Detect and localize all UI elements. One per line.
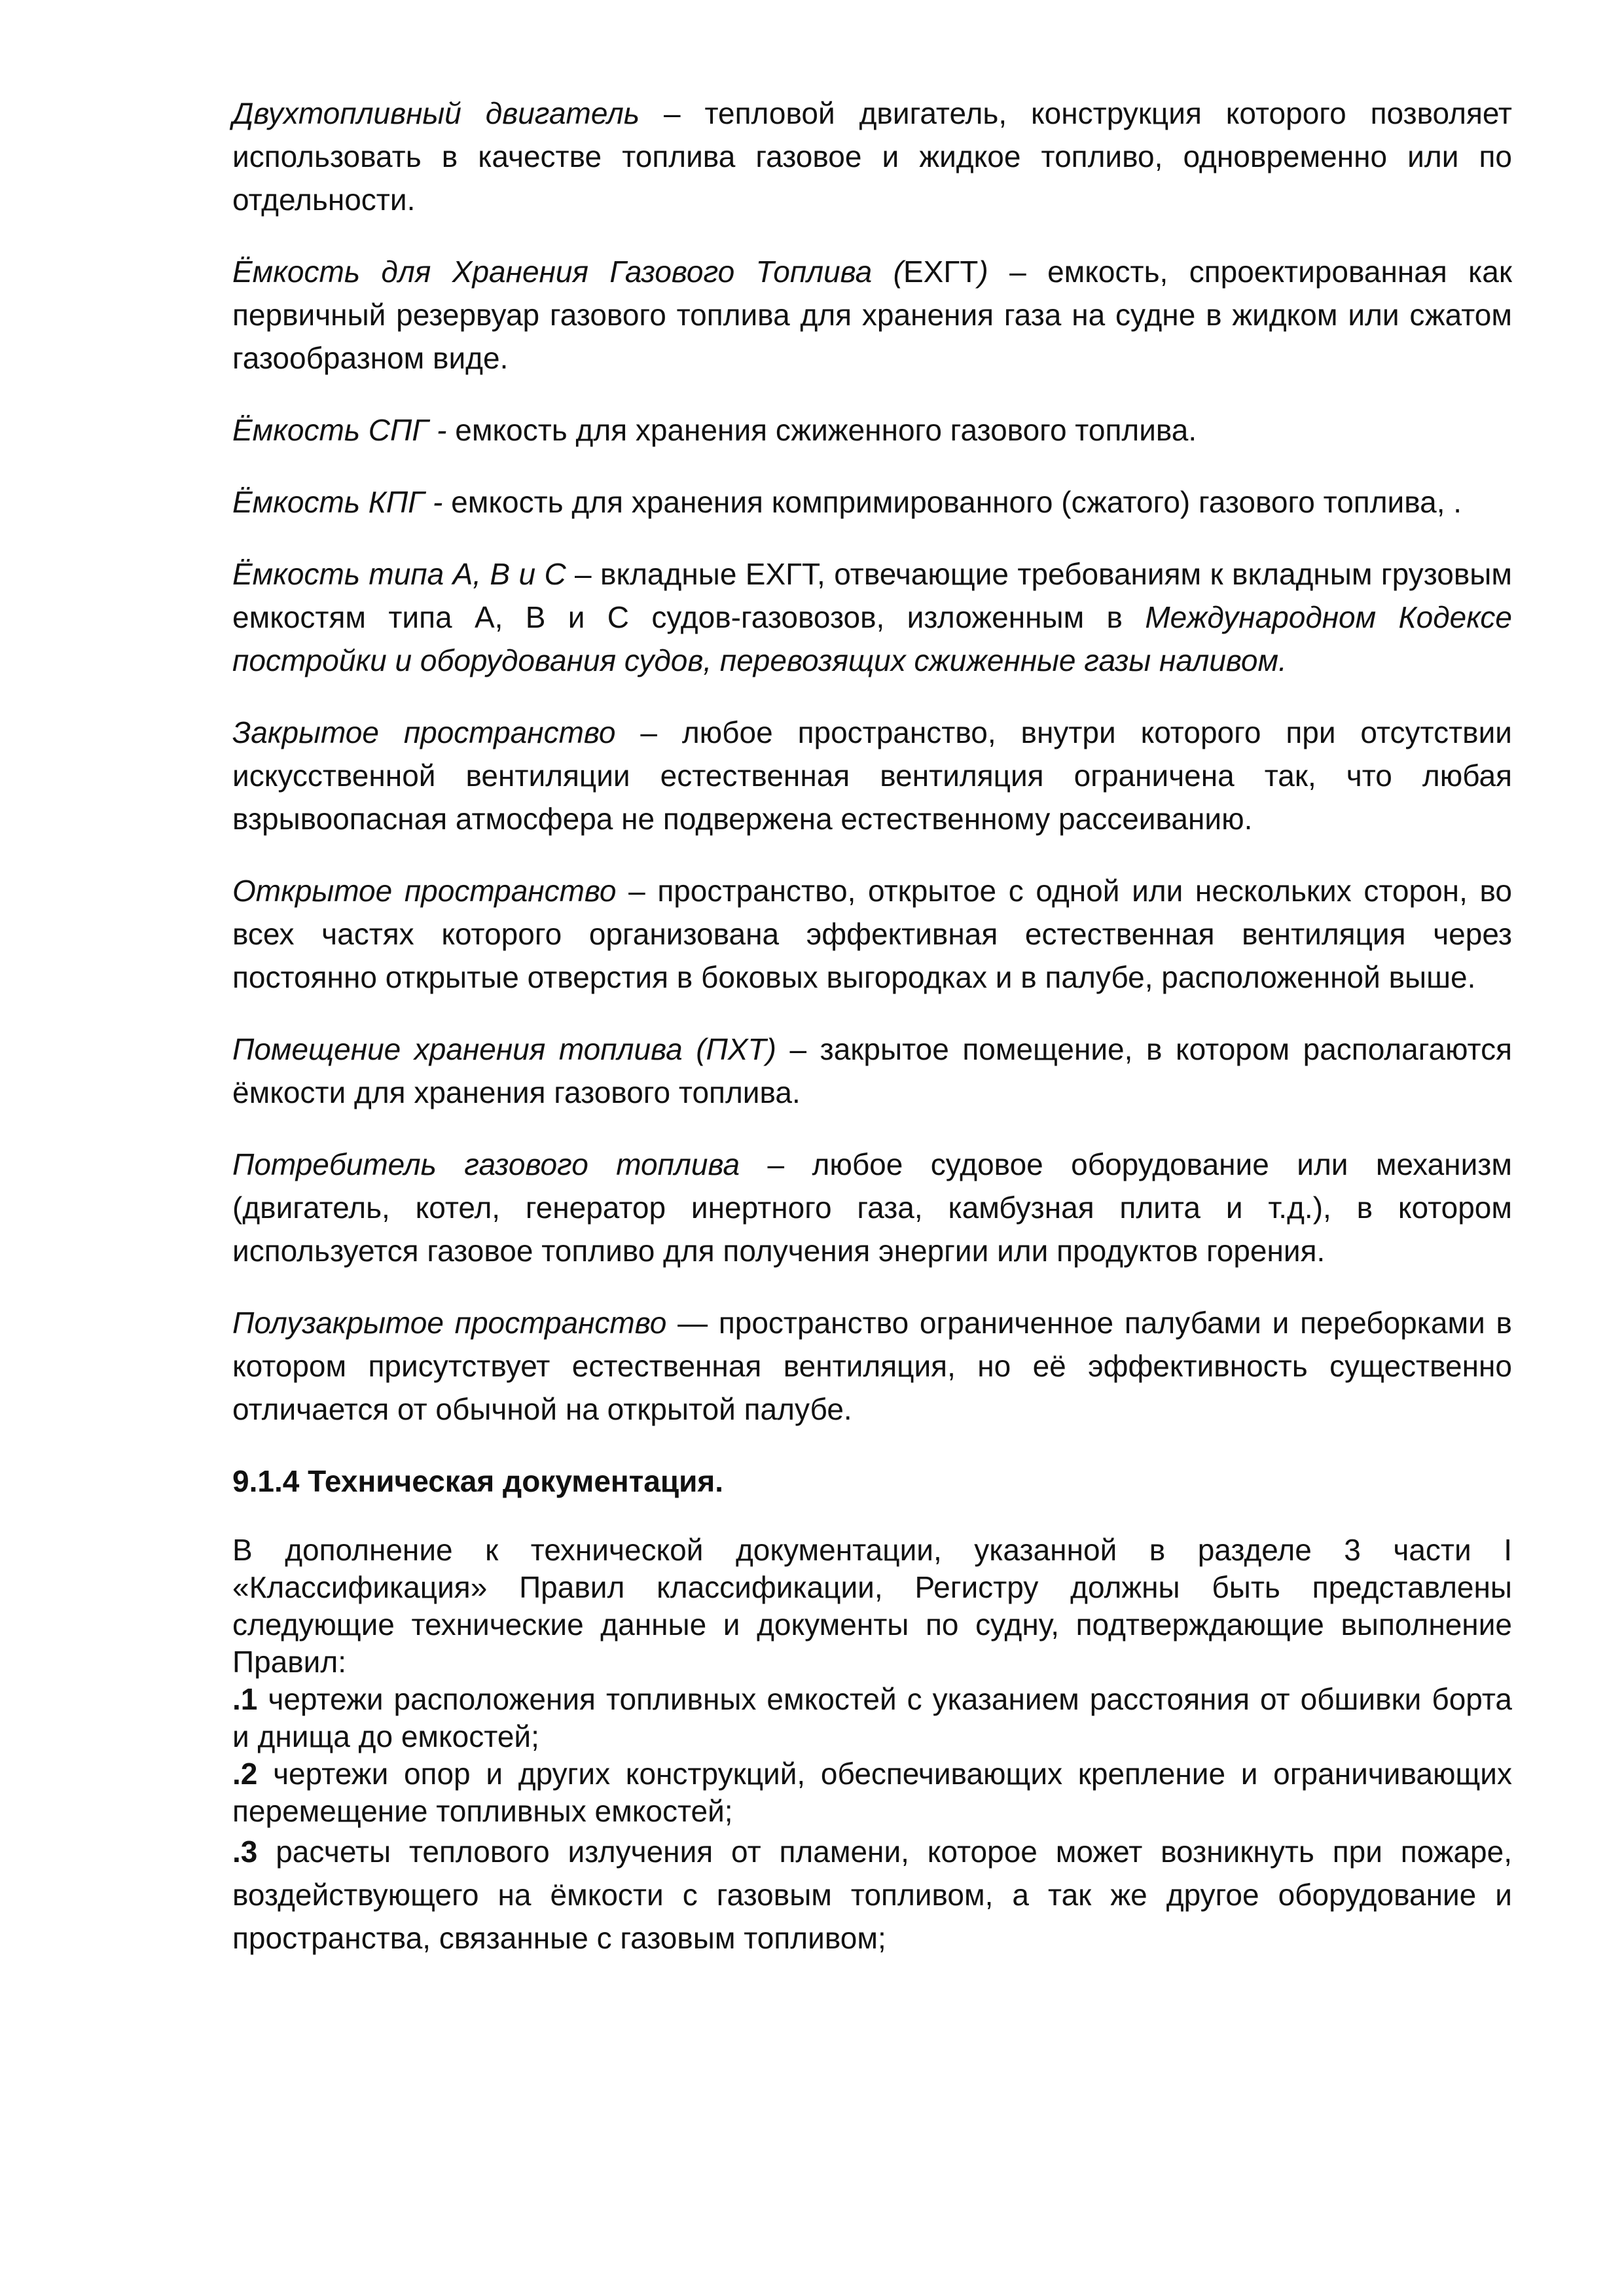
definition-term: Закрытое пространство xyxy=(232,715,616,749)
definition-text: — пространство ограниченное палубами и переборками в котором присутствует естественная вентиляция, но её эффективность существенно отличается от обычной на открытой палубе. xyxy=(232,1306,1512,1426)
list-item-text: чертежи расположения топливных емкостей с указанием расстояния от обшивки борта и днища до емкостей; xyxy=(232,1682,1512,1753)
definition-dual-fuel-engine xyxy=(232,92,1512,221)
definition-abbreviation: ЕХГТ xyxy=(903,255,979,289)
definition-term: Помещение хранения топлива (ПХТ) xyxy=(232,1032,776,1066)
section-heading: 9.1.4 Техническая документация. xyxy=(232,1464,723,1498)
definition-term-close: ) xyxy=(978,255,988,289)
definition-term: Открытое пространство xyxy=(232,874,617,908)
definition-gas-fuel-consumer xyxy=(232,1143,1512,1272)
definition-text: емкость для хранения компримированного (сжатого) газового топлива, . xyxy=(442,485,1462,519)
definition-text: – любое пространство, внутри которого при отсутствии искусственной вентиляции естественная вентиляция ограничена так, что любая взрывоопасная атмосфера не подвержена естественному рассеиванию. xyxy=(232,715,1512,836)
definition-code-reference: Международном Кодексе постройки и оборудования судов, перевозящих сжиженные газы наливом. xyxy=(232,600,1512,677)
list-item xyxy=(232,1830,1512,1960)
definition-text: емкость для хранения сжиженного газового топлива. xyxy=(446,413,1197,447)
definition-semi-enclosed-space xyxy=(232,1301,1512,1431)
document-page xyxy=(232,92,1512,1960)
definition-tank-type-abc xyxy=(232,552,1512,682)
definition-term: Полузакрытое пространство xyxy=(232,1306,667,1340)
list-item-text: расчеты теплового излучения от пламени, которое может возникнуть при пожаре, воздействующего на ёмкости с газовым топливом, а так же другое оборудование и пространства, связанные с газовым топливом; xyxy=(232,1835,1512,1955)
definition-fuel-storage-room xyxy=(232,1028,1512,1114)
definition-text: – вкладные ЕХГТ, отвечающие требованиям к вкладным грузовым емкостям типа А, В и С судов-газовозов, изложенным в xyxy=(232,557,1512,634)
definition-text: – любое судовое оборудование или механизм (двигатель, котел, генератор инертного газа, камбузная плита и т.д.), в котором используется газовое топливо для получения энергии или продуктов горения. xyxy=(232,1147,1512,1268)
list-item-number: .3 xyxy=(232,1835,258,1869)
section-intro: В дополнение к технической документации, указанной в разделе 3 части I «Классификация» Правил классификации, Регистру должны быть представлены следующие технические данные и документы по судну, подтверждающие выполнение Правил: xyxy=(232,1533,1512,1679)
documentation-list xyxy=(232,1532,1512,1960)
list-item-number: .2 xyxy=(232,1757,258,1791)
definition-text: – закрытое помещение, в котором располагаются ёмкости для хранения газового топлива. xyxy=(232,1032,1512,1109)
definition-text: – пространство, открытое с одной или нескольких сторон, во всех частях которого организована эффективная естественная вентиляция через постоянно открытые отверстия в боковых выгородках и в палубе, расположенной выше. xyxy=(232,874,1512,994)
definition-term: Ёмкость типа А, В и С xyxy=(232,557,566,591)
definition-term: Ёмкость СПГ - xyxy=(232,413,447,447)
definition-open-space xyxy=(232,869,1512,999)
list-item xyxy=(232,1681,1512,1755)
definition-term: Потребитель газового топлива xyxy=(232,1147,740,1181)
list-item xyxy=(232,1755,1512,1830)
definition-term: Ёмкость КПГ - xyxy=(232,485,443,519)
list-item-number: .1 xyxy=(232,1682,258,1716)
definition-text: – тепловой двигатель, конструкция которого позволяет использовать в качестве топлива газовое и жидкое топливо, одновременно или по отдельности. xyxy=(232,96,1512,217)
definition-gas-fuel-storage-tank xyxy=(232,250,1512,380)
definition-enclosed-space xyxy=(232,711,1512,840)
definition-text: – емкость, спроектированная как первичный резервуар газового топлива для хранения газа на судне в жидком или сжатом газообразном виде. xyxy=(232,255,1513,375)
list-item-text: чертежи опор и других конструкций, обеспечивающих крепление и ограничивающих перемещение топливных емкостей; xyxy=(232,1757,1512,1828)
definition-term: Ёмкость для Хранения Газового Топлива ( xyxy=(232,255,903,289)
definition-cng-tank xyxy=(232,480,1512,524)
definition-lng-tank xyxy=(232,408,1512,452)
definition-term: Двухтопливный двигатель xyxy=(232,96,640,130)
